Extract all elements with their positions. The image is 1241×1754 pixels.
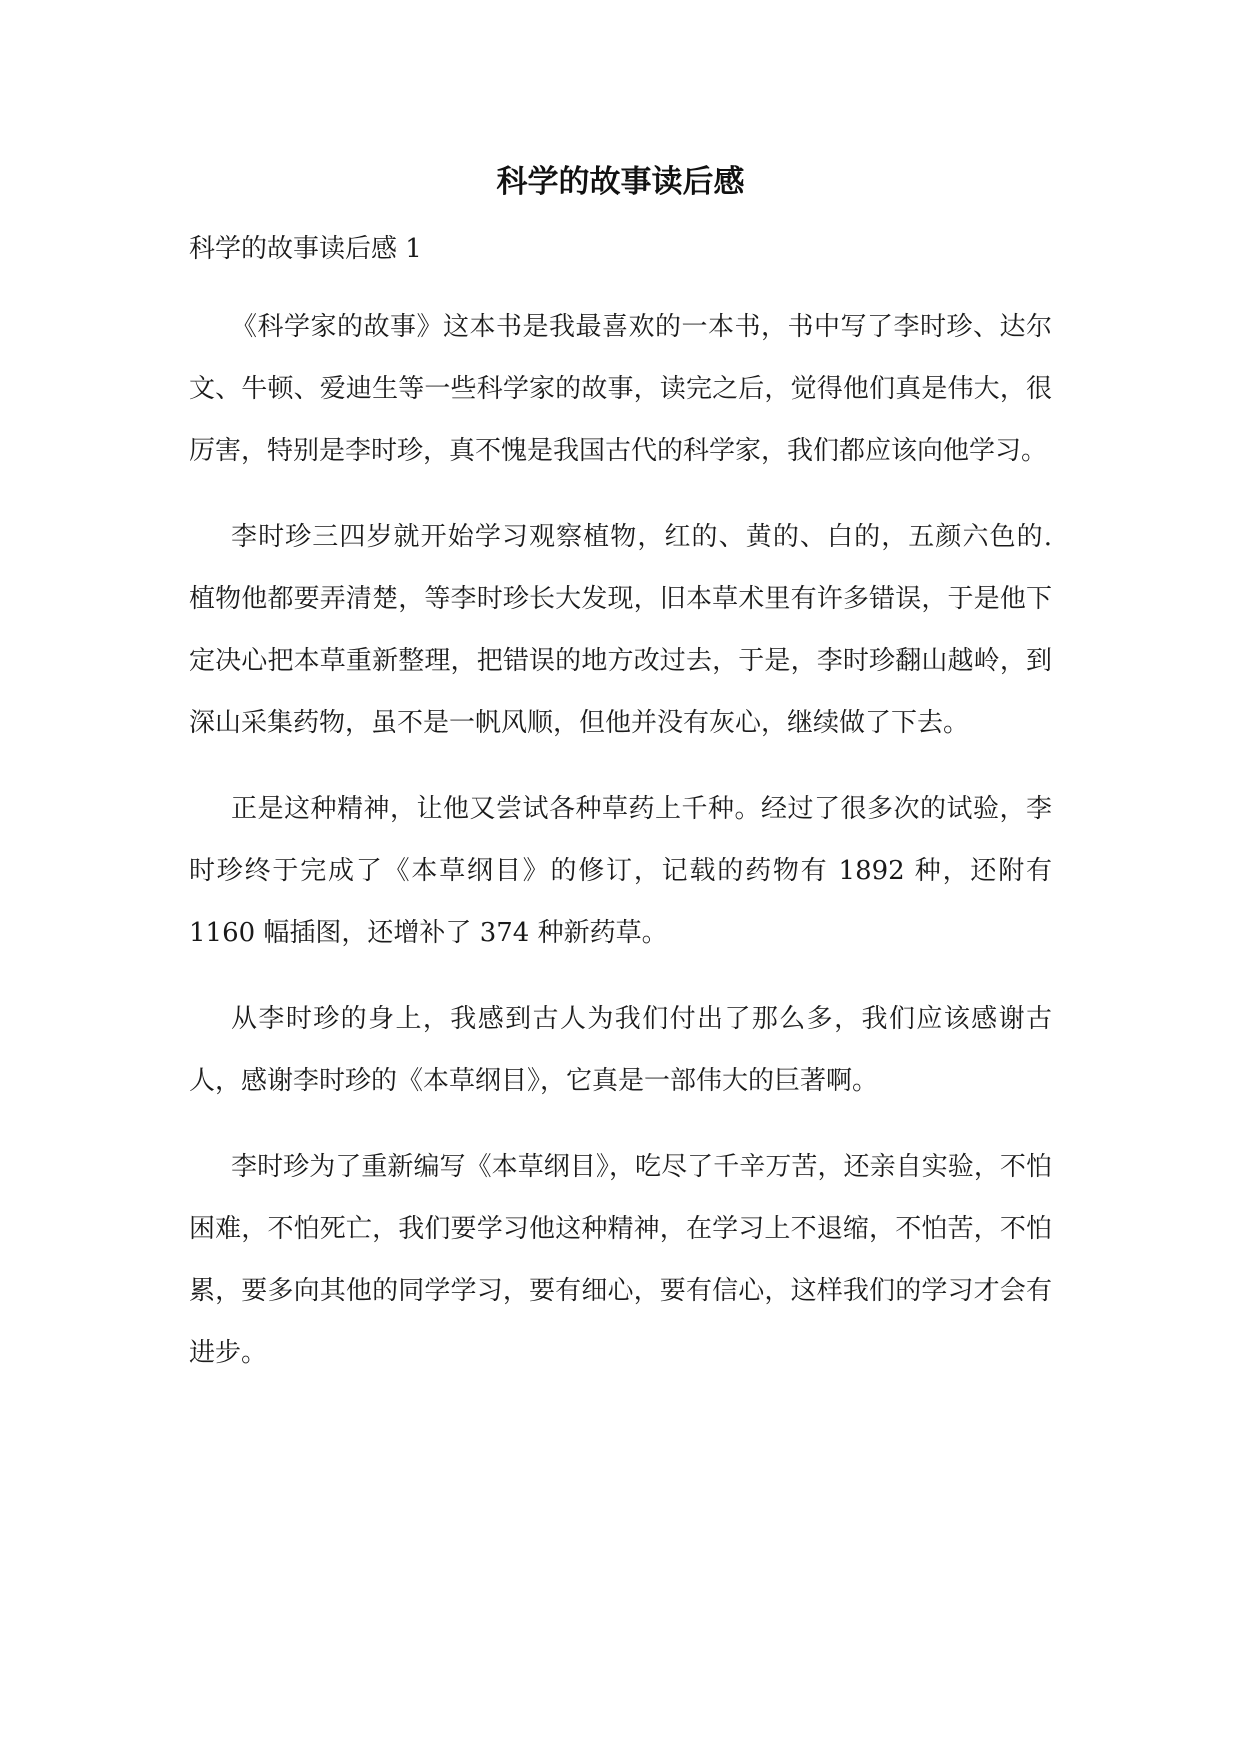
document-title: 科学的故事读后感 bbox=[496, 164, 745, 200]
section-heading: 科学的故事读后感 1 bbox=[189, 234, 422, 264]
paragraph-5: 李时珍为了重新编写《本草纲目》，吃尽了千辛万苦，还亲自实验，不怕困难，不怕死亡，我们要学习他这种精神，在学习上不退缩，不怕苦，不怕累，要多向其他的同学学习，要有细心，要有信心，这样我们的学习才会有进步。 bbox=[189, 1152, 1052, 1368]
paragraph-1: 《科学家的故事》这本书是我最喜欢的一本书，书中写了李时珍、达尔文、牛顿、爱迪生等一些科学家的故事，读完之后，觉得他们真是伟大，很厉害，特别是李时珍，真不愧是我国古代的科学家，我们都应该向他学习。 bbox=[189, 312, 1052, 466]
document-body bbox=[189, 226, 1052, 1408]
paragraph-2: 李时珍三四岁就开始学习观察植物，红的、黄的、白的，五颜六色的. 植物他都要弄清楚，等李时珍长大发现，旧本草术里有许多错误，于是他下定决心把本草重新整理，把错误的地方改过去，于是，李时珍翻山越岭，到深山采集药物，虽不是一帆风顺，但他并没有灰心，继续做了下去。 bbox=[189, 522, 1052, 738]
paragraph-4: 从李时珍的身上，我感到古人为我们付出了那么多，我们应该感谢古人，感谢李时珍的《本草纲目》，它真是一部伟大的巨著啊。 bbox=[189, 1004, 1052, 1096]
paragraph-3: 正是这种精神，让他又尝试各种草药上千种。经过了很多次的试验，李时珍终于完成了《本草纲目》的修订，记载的药物有 1892 种，还附有 1160 幅插图，还增补了 374 种新药草。 bbox=[189, 794, 1052, 948]
